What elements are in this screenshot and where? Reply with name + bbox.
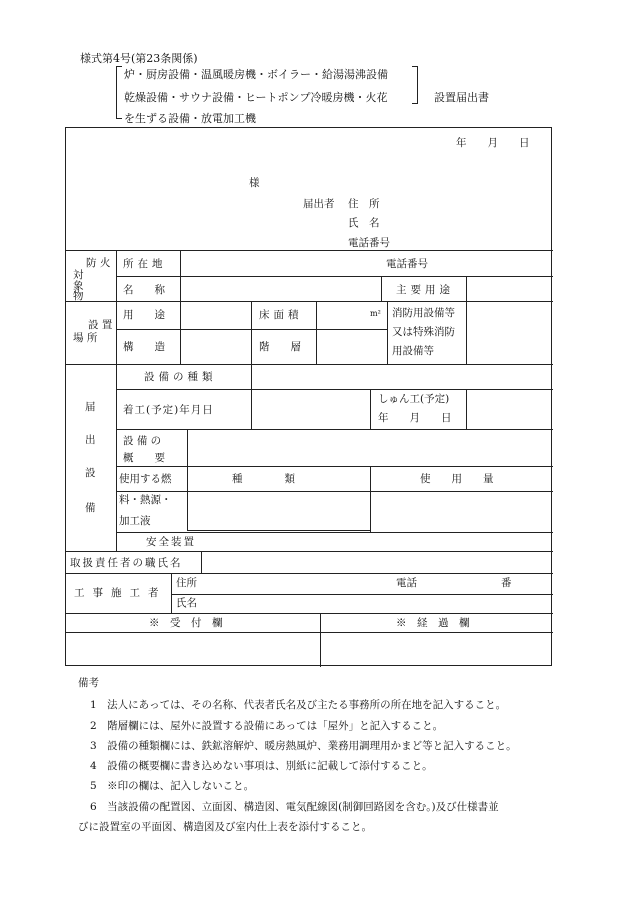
site-fire-equipment-label-2: 又は特殊消防 (392, 326, 455, 338)
note-item: 2 階層欄には、屋外に設置する設備にあっては「屋外」と記入すること。 (90, 720, 444, 732)
title-line-2: 乾燥設備・サウナ設備・ヒートポンプ冷暖房機・火花 (124, 91, 388, 104)
property-location-field[interactable] (181, 250, 553, 275)
equipment-fuel-label-1: 使用する燃 (119, 473, 172, 485)
equipment-section-label-1: 届 (85, 401, 96, 413)
progress-label: ※ 経 過 欄 (396, 617, 470, 629)
site-fire-equipment-field[interactable] (467, 302, 553, 364)
note-item: 4 設備の概要欄に書き込めない事項は、別紙に記載して添付すること。 (90, 760, 433, 772)
equipment-summary-field[interactable] (188, 430, 553, 466)
title-line-3: を生ずる設備・放電加工機 (124, 112, 256, 125)
manager-field[interactable] (202, 552, 553, 573)
property-main-use-label: 主要用途 (396, 284, 454, 296)
site-fire-equipment-label-3: 用設備等 (392, 345, 434, 357)
note-item: 1 法人にあっては、その名称、代表者氏名及び主たる事務所の所在地を記入すること。 (90, 699, 507, 711)
reception-label: ※ 受 付 欄 (149, 617, 223, 629)
notifier-phone-label: 電話番号 (348, 237, 390, 249)
notification-form (65, 127, 552, 666)
note-item: 5 ※印の欄は、記入しないこと。 (90, 780, 255, 792)
site-use-field[interactable] (181, 302, 250, 329)
title-bracket-left (116, 66, 122, 119)
property-phone-label: 電話番号 (386, 258, 428, 270)
contractor-name-label: 氏名 (176, 597, 197, 609)
equipment-section-label-2: 出 (85, 434, 96, 446)
contractor-name-field[interactable] (202, 595, 553, 613)
site-floor-area-label: 床面積 (259, 309, 303, 321)
manager-label: 取扱責任者の職氏名 (70, 557, 183, 569)
property-section-label-2: 対 象 物 (73, 269, 84, 302)
note-item: 3 設備の種類欄には、鉄鉱溶解炉、暖房熱風炉、業務用調理用かまど等と記入すること。 (90, 740, 517, 752)
equipment-safety-label: 安全装置 (146, 536, 196, 548)
note-item: 6 当該設備の配置図、立面図、構造図、電気配線図(制御回路図を含む。)及び仕様書並 (90, 801, 499, 813)
property-name-label: 名 称 (123, 284, 165, 296)
equipment-summary-label-1: 設 備 の (123, 435, 162, 447)
equipment-amount-label: 使 用 量 (420, 473, 494, 485)
addressee-label: 様 (249, 177, 260, 189)
notifier-address-label: 住 所 (348, 198, 380, 210)
equipment-section-label-4: 備 (85, 502, 96, 514)
equipment-kind-label: 種 類 (232, 473, 295, 485)
form-number: 様式第4号(第23条関係) (80, 52, 198, 65)
contractor-phone-label: 電話 番 (396, 577, 512, 589)
site-area-unit: m² (370, 309, 381, 318)
site-structure-label: 構 造 (123, 341, 165, 353)
site-section-label-2: 場 所 (73, 332, 98, 344)
property-section-label-1: 防 火 (86, 257, 111, 269)
equipment-completion-date[interactable]: 年 月 日 (378, 412, 452, 424)
site-section-label-1: 設 置 (88, 319, 113, 331)
site-use-label: 用 途 (123, 309, 165, 321)
property-name-field[interactable] (181, 277, 380, 301)
notifier-label: 届出者 (303, 198, 335, 210)
equipment-type-field[interactable] (252, 365, 553, 389)
equipment-fuel-label-3: 加工液 (119, 515, 151, 527)
property-main-use-field[interactable] (467, 277, 553, 301)
site-fire-equipment-label-1: 消防用設備等 (392, 307, 455, 319)
title-line-1: 炉・厨房設備・温風暖房機・ボイラー・給湯湯沸設備 (124, 68, 388, 81)
equipment-type-label: 設備の種類 (144, 371, 217, 383)
site-floor-label: 階 層 (259, 341, 301, 353)
date-field[interactable]: 年 月 日 (456, 137, 530, 149)
equipment-start-label: 着工(予定)年月日 (123, 404, 214, 416)
equipment-summary-label-2: 概 要 (123, 452, 165, 464)
equipment-fuel-label-2: 料・熱源・ (119, 494, 172, 506)
property-location-label: 所在地 (123, 258, 167, 270)
equipment-safety-field[interactable] (188, 532, 553, 551)
equipment-section-label-3: 設 (85, 467, 96, 479)
title-bracket-right (412, 66, 418, 104)
contractor-address-label: 住所 (176, 577, 197, 589)
notifier-name-label: 氏 名 (348, 217, 380, 229)
title-suffix: 設置届出書 (434, 91, 489, 104)
equipment-completion-label: しゅん工(予定) (378, 393, 450, 405)
notes-title: 備考 (78, 677, 99, 689)
note-item: びに設置室の平面図、構造図及び室内仕上表を添付すること。 (78, 821, 372, 833)
contractor-label: 工事施工者 (74, 587, 167, 599)
